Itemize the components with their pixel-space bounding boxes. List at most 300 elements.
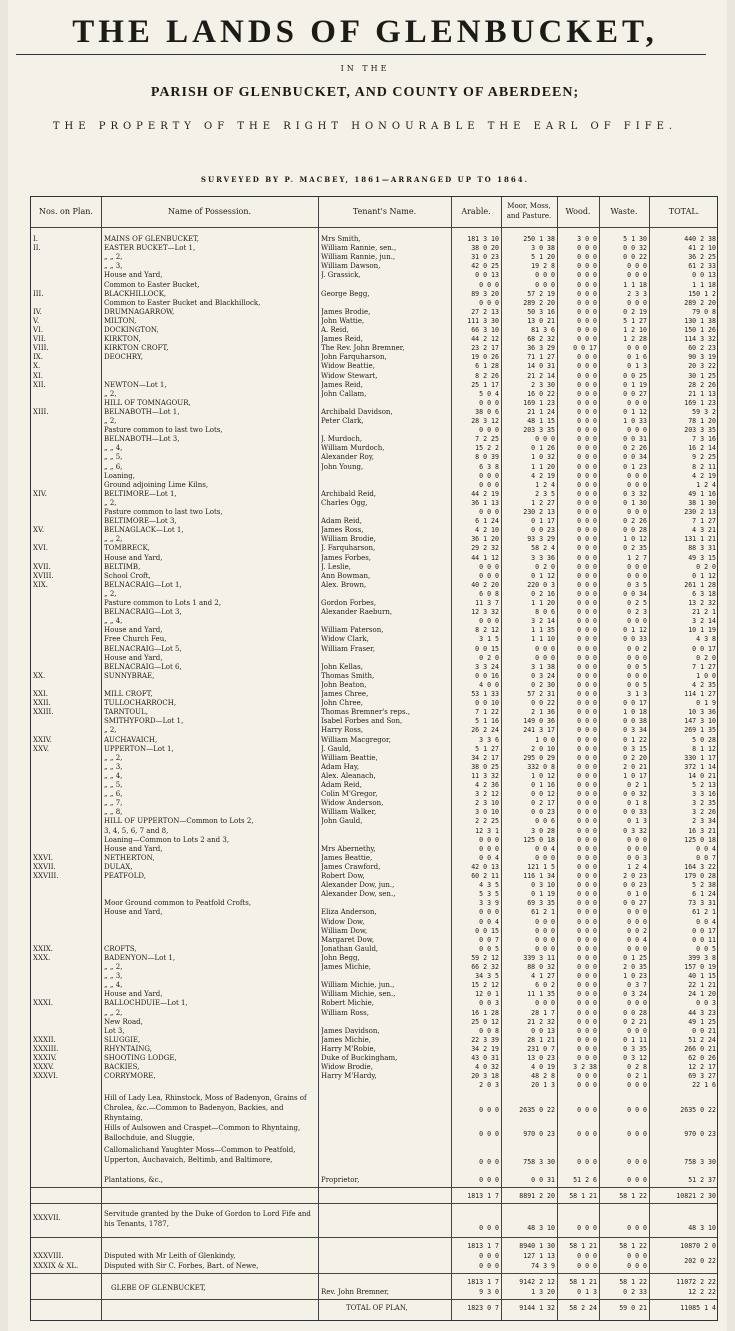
table-cell: William Dow,: [321, 926, 368, 935]
table-cell: 53 1 33: [471, 690, 499, 698]
survey-note: SURVEYED BY P. MACBEY, 1861—ARRANGED UP TO 1864.: [200, 175, 530, 184]
table-cell: 0 0 0: [577, 517, 597, 526]
table-cell: J. Leslie,: [321, 562, 351, 571]
table-cell: 231 0 7: [527, 1044, 555, 1053]
table-cell: 28 1 21: [527, 1035, 555, 1044]
table-cell: 125 0 18: [523, 835, 555, 844]
disputed-value: 74 3 9: [531, 1262, 555, 1271]
table-cell: 1 0 12: [531, 771, 555, 780]
table-cell: 0 1 6: [627, 353, 647, 362]
header-possession: Name of Possession.: [167, 207, 252, 216]
table-cell: 114 1 27: [684, 690, 716, 698]
table-cell: 57 2 31: [527, 690, 555, 698]
table-cell: 16 3 21: [688, 826, 716, 835]
subtotal-value: 1813 1 7: [467, 1192, 499, 1201]
table-cell: Free Church Feu,: [104, 635, 167, 644]
table-cell: Alexander Raeburn,: [321, 608, 393, 617]
table-cell: 2 0 23: [623, 872, 647, 880]
table-cell: BELTIMB,: [104, 562, 141, 571]
table-cell: 0 0 0: [535, 926, 555, 935]
table-cell: 0 0 0: [577, 398, 597, 407]
table-cell: 3 0 38: [531, 244, 555, 253]
common-ground-value: 758 3 30: [523, 1158, 555, 1167]
disputed-value: 0 0 0: [577, 1252, 597, 1261]
glebe-value: 0 1 3: [577, 1288, 597, 1297]
table-cell: 59 3 2: [692, 407, 716, 416]
table-cell: 14 0 31: [527, 362, 555, 371]
common-ground-value: 0 0 0: [627, 1130, 647, 1139]
table-cell: 48 2 8: [531, 1072, 555, 1081]
table-cell: 2 3 34: [692, 817, 716, 826]
table-cell: KIRKTON,: [104, 335, 141, 344]
table-cell: 44 1 12: [471, 553, 499, 562]
table-cell: 3 3 9: [479, 899, 499, 908]
table-cell: 0 0 0: [577, 580, 597, 589]
disputed-total: 202 0 22: [684, 1257, 716, 1266]
table-cell: XXX.: [33, 953, 51, 962]
table-cell: 6 3 18: [692, 589, 716, 598]
table-cell: 1 1 20: [531, 462, 555, 471]
table-cell: „ 2,: [104, 589, 117, 598]
table-cell: 2 0 10: [531, 744, 555, 753]
table-cell: 0 0 0: [479, 298, 499, 307]
table-cell: „ 2,: [104, 498, 117, 507]
table-cell: 0 0 0: [535, 653, 555, 662]
table-cell: 289 2 20: [684, 298, 716, 307]
table-cell: TARNTOUL,: [104, 708, 148, 717]
table-cell: Alex. Brown,: [321, 580, 367, 589]
common-ground-value: 970 0 23: [684, 1130, 716, 1139]
table-cell: 0 0 2: [627, 644, 647, 653]
table-cell: Jonathan Gauld,: [321, 944, 379, 953]
table-cell: „ „ 4,: [104, 444, 123, 453]
table-cell: XXVII.: [33, 862, 56, 871]
glebe-label: GLEBE OF GLENBUCKET,: [111, 1284, 206, 1293]
total-of-plan-value: 11085 1 4: [680, 1304, 716, 1313]
table-cell: 269 1 35: [684, 726, 716, 735]
table-cell: 42 0 13: [471, 862, 499, 871]
table-cell: 0 0 0: [577, 335, 597, 344]
table-cell: 125 0 18: [684, 835, 716, 844]
table-cell: 5 1 16: [475, 717, 499, 726]
table-cell: Widow Brodie,: [321, 1063, 374, 1072]
table-cell: 0 0 0: [577, 717, 597, 726]
table-cell: 0 0 0: [577, 799, 597, 808]
table-cell: 5 1 27: [475, 744, 499, 753]
table-cell: 0 1 25: [623, 953, 647, 962]
table-cell: 0 0 0: [577, 426, 597, 435]
table-cell: 0 0 0: [535, 435, 555, 444]
table-cell: 6 1 24: [692, 890, 716, 899]
table-cell: 0 0 4: [696, 917, 716, 926]
common-ground-value: 0 0 0: [479, 1158, 499, 1167]
table-cell: 0 0 0: [577, 417, 597, 425]
table-cell: 5 2 38: [692, 881, 716, 890]
table-cell: Adam Reid,: [321, 517, 362, 526]
table-cell: 24 1 20: [688, 990, 716, 999]
table-cell: Ann Bowman,: [321, 571, 371, 580]
table-cell: 0 0 0: [479, 908, 499, 917]
table-cell: UPPERTON—Lot 1,: [104, 744, 174, 753]
table-cell: „ „ 4,: [104, 981, 123, 990]
table-cell: XXXII.: [33, 1035, 56, 1044]
land-table: [30, 196, 718, 1321]
header-tenant: Tenant's Name.: [352, 207, 417, 216]
table-cell: 0 0 0: [577, 680, 597, 689]
table-cell: 0 0 0: [535, 944, 555, 953]
table-cell: 13 0 23: [527, 1054, 555, 1062]
table-cell: 7 2 25: [475, 435, 499, 444]
table-cell: 66 3 10: [471, 326, 499, 334]
table-cell: 0 0 32: [623, 244, 647, 253]
table-cell: 0 0 4: [479, 917, 499, 926]
table-cell: SUNNYBRAE,: [104, 671, 155, 680]
disputed-value: 0 0 0: [577, 1262, 597, 1271]
table-cell: 40 2 20: [471, 580, 499, 589]
table-cell: 81 3 6: [531, 326, 555, 334]
table-cell: 90 3 19: [688, 353, 716, 362]
table-cell: XIV.: [33, 489, 47, 498]
table-cell: 0 0 0: [577, 353, 597, 362]
table-cell: Widow Stewart,: [321, 371, 378, 380]
subtotal-value: 11072 2 22: [676, 1278, 716, 1287]
table-cell: Harry Ross,: [321, 726, 364, 735]
table-cell: 1 1 20: [531, 599, 555, 607]
table-cell: „ „ 4,: [104, 771, 123, 780]
table-cell: 0 2 16: [531, 589, 555, 598]
table-cell: 0 3 32: [623, 489, 647, 498]
disputed-value: 0 0 0: [479, 1252, 499, 1261]
table-cell: Loaning—Common to Lots 2 and 3,: [104, 835, 230, 844]
common-ground-text: Hill of Lady Lea, Rhinstock, Moss of Badenyon, Grains of Chrolea, &c.—Common to Badenyon, Backies, and Rhyntaing,: [104, 1094, 307, 1123]
table-cell: Pasture common to last two Lots,: [104, 508, 223, 516]
table-cell: 3 2 38: [573, 1063, 597, 1072]
table-cell: BELNABOTH—Lot 3,: [104, 435, 180, 444]
table-cell: 0 0 0: [577, 917, 597, 926]
table-cell: 88 0 32: [527, 963, 555, 971]
table-cell: House and Yard,: [104, 844, 163, 853]
table-cell: 4 0 19: [531, 1063, 555, 1072]
table-cell: 0 0 3: [696, 999, 716, 1008]
table-cell: 0 0 0: [627, 298, 647, 307]
table-cell: 4 2 19: [531, 471, 555, 480]
table-cell: John Chree,: [321, 699, 363, 708]
table-cell: 131 1 21: [684, 535, 716, 544]
table-cell: 25 0 12: [471, 1017, 499, 1026]
table-cell: XX.: [33, 671, 46, 680]
table-cell: 4 3 5: [479, 881, 499, 890]
table-cell: 0 0 16: [475, 671, 499, 680]
table-cell: XXII.: [33, 699, 51, 708]
table-cell: 3 1 5: [479, 635, 499, 644]
table-cell: 0 0 13: [475, 271, 499, 280]
table-cell: 89 3 20: [471, 289, 499, 298]
table-cell: Widow Dow,: [321, 917, 365, 926]
table-cell: BELNACRAIG—Lot 1,: [104, 580, 182, 589]
table-cell: 339 3 11: [523, 953, 555, 962]
table-cell: William Rannie, jun.,: [321, 253, 396, 262]
disputed-value: 0 0 0: [627, 1262, 647, 1271]
common-ground-value: 2635 0 22: [519, 1106, 555, 1115]
table-cell: 0 0 5: [696, 944, 716, 953]
table-cell: 0 1 26: [531, 444, 555, 453]
table-cell: 0 0 0: [577, 407, 597, 416]
table-cell: 0 0 22: [623, 253, 647, 262]
table-cell: Margaret Dow,: [321, 935, 375, 944]
table-cell: Moor Ground common to Peatfold Crofts,: [104, 899, 252, 908]
table-cell: Harry M'Hardy,: [321, 1072, 377, 1081]
common-ground-value: 758 3 30: [684, 1158, 716, 1167]
table-cell: VI.: [33, 326, 44, 334]
common-ground-value: 0 0 0: [577, 1158, 597, 1167]
table-cell: I.: [33, 235, 38, 243]
table-cell: 38 0 25: [471, 762, 499, 771]
common-ground-value: 0 0 0: [479, 1130, 499, 1139]
plantations-label: Plantations, &c.,: [104, 1176, 164, 1185]
table-cell: Common to Easter Bucket and Blackhillock,: [104, 298, 261, 307]
table-cell: „ „ 3,: [104, 262, 123, 271]
common-ground-value: 0 0 0: [479, 1106, 499, 1115]
table-cell: 41 2 10: [688, 244, 716, 253]
disputed-text: Disputed with Mr Leith of Glenkindy,: [104, 1252, 236, 1261]
table-cell: 5 3 5: [479, 890, 499, 899]
table-cell: Isabel Forbes and Son,: [321, 717, 403, 726]
table-cell: 0 0 3: [627, 853, 647, 862]
table-cell: 36 3 29: [527, 344, 555, 353]
table-cell: 0 0 0: [577, 526, 597, 535]
table-cell: 2 1 36: [531, 708, 555, 717]
table-cell: 3 2 14: [531, 617, 555, 626]
table-cell: 0 0 15: [475, 644, 499, 653]
table-cell: William Macgregor,: [321, 735, 391, 744]
table-cell: 0 0 0: [577, 280, 597, 289]
common-ground-value: 0 0 0: [627, 1158, 647, 1167]
table-cell: 8 2 12: [475, 626, 499, 635]
table-cell: 0 2 3: [627, 608, 647, 617]
table-cell: 2 0 35: [623, 963, 647, 971]
table-cell: William Rannie, sen.,: [321, 244, 397, 253]
table-cell: 0 0 27: [623, 899, 647, 908]
table-cell: 0 0 0: [577, 298, 597, 307]
table-cell: 261 1 28: [684, 580, 716, 589]
table-cell: BELTIMORE—Lot 1,: [104, 489, 177, 498]
total-of-plan-value: 58 2 24: [569, 1304, 597, 1313]
table-cell: 0 1 12: [531, 571, 555, 580]
table-cell: 179 0 28: [684, 872, 716, 880]
table-cell: 8 2 11: [692, 462, 716, 471]
table-cell: EASTER BUCKET—Lot 1,: [104, 244, 196, 253]
table-cell: 0 0 0: [577, 480, 597, 489]
table-cell: 2 0 21: [623, 762, 647, 771]
table-cell: VIII.: [33, 344, 49, 353]
table-cell: Widow Clark,: [321, 635, 369, 644]
table-cell: 0 0 0: [577, 599, 597, 607]
table-cell: 0 0 0: [479, 398, 499, 407]
table-cell: 0 0 0: [627, 426, 647, 435]
table-cell: 0 0 0: [627, 908, 647, 917]
table-cell: 0 0 0: [577, 1044, 597, 1053]
table-cell: Ground adjoining Lime Kilns,: [104, 480, 209, 489]
table-cell: 0 0 0: [479, 508, 499, 516]
table-cell: BELNAGLACK—Lot 1,: [104, 526, 184, 535]
table-cell: House and Yard,: [104, 271, 163, 280]
table-cell: J. Murdoch,: [321, 435, 363, 444]
table-cell: 1 2 4: [535, 480, 555, 489]
table-cell: 130 1 38: [684, 316, 716, 325]
disputed-value: 0 0 0: [479, 1262, 499, 1271]
table-cell: 0 3 10: [531, 881, 555, 890]
table-cell: 0 3 35: [623, 1044, 647, 1053]
table-cell: 0 0 0: [577, 462, 597, 471]
table-cell: 0 0 23: [531, 808, 555, 817]
table-cell: 3 3 6: [479, 735, 499, 744]
table-cell: 14 0 21: [688, 771, 716, 780]
table-cell: 0 2 21: [623, 1017, 647, 1026]
table-cell: 0 0 0: [577, 671, 597, 680]
table-cell: 0 0 5: [627, 680, 647, 689]
table-cell: Archibald Reid,: [321, 489, 377, 498]
table-cell: 0 1 8: [627, 799, 647, 808]
table-cell: James Forbes,: [321, 553, 372, 562]
table-cell: John Wattie,: [321, 316, 365, 325]
table-cell: 20 1 3: [531, 1081, 555, 1090]
table-cell: 0 0 0: [577, 981, 597, 990]
table-cell: „ „ 3,: [104, 972, 123, 981]
common-ground-text: Hills of Aulsowen and Craspet—Common to Rhyntaing, Ballochduie, and Sluggie,: [104, 1124, 301, 1143]
row-rule: [31, 1203, 717, 1204]
table-cell: BELTIMORE—Lot 3,: [104, 517, 177, 526]
table-cell: 0 2 1: [627, 1072, 647, 1081]
table-cell: James Brodie,: [321, 307, 371, 316]
table-cell: 61 2 1: [531, 908, 555, 917]
table-cell: Pasture common to Lots 1 and 2,: [104, 599, 222, 607]
table-cell: 0 0 0: [577, 781, 597, 789]
table-cell: Colin M'Gregor,: [321, 790, 378, 799]
table-cell: William Michie, sen.,: [321, 990, 396, 999]
table-cell: 0 0 17: [692, 926, 716, 935]
table-cell: 0 0 0: [627, 653, 647, 662]
header-wood: Wood.: [565, 207, 591, 216]
table-cell: 0 0 0: [627, 1081, 647, 1090]
table-cell: Widow Anderson,: [321, 799, 384, 808]
glebe-value: 9 3 0: [479, 1288, 499, 1297]
table-cell: 0 0 23: [623, 881, 647, 890]
table-cell: 295 0 29: [523, 753, 555, 762]
table-cell: BELNACRAIG—Lot 6,: [104, 662, 182, 671]
table-cell: 0 0 0: [577, 1026, 597, 1035]
table-cell: The Rev. John Bremner,: [321, 344, 405, 353]
table-cell: 0 0 0: [479, 562, 499, 571]
table-cell: 0 0 0: [577, 562, 597, 571]
table-cell: 0 0 33: [623, 635, 647, 644]
table-cell: 11 3 7: [475, 599, 499, 607]
table-cell: 0 0 0: [577, 963, 597, 971]
table-cell: 0 0 0: [577, 744, 597, 753]
table-cell: John Gauld,: [321, 817, 363, 826]
table-cell: Gordon Forbes,: [321, 599, 377, 607]
table-cell: „ 2,: [104, 417, 117, 425]
table-cell: 28 1 7: [531, 1008, 555, 1017]
table-cell: „ „ 8,: [104, 808, 123, 817]
disputed-value: 127 1 13: [523, 1252, 555, 1261]
table-cell: 0 0 28: [623, 526, 647, 535]
table-cell: 13 0 21: [527, 316, 555, 325]
table-cell: 0 0 0: [577, 690, 597, 698]
table-cell: 0 0 0: [577, 389, 597, 398]
table-cell: SMITHYFORD—Lot 1,: [104, 717, 184, 726]
table-cell: 0 0 0: [577, 617, 597, 626]
table-cell: Alexander Dow, sen.,: [321, 890, 396, 899]
plantations-value: 0 0 0: [627, 1176, 647, 1185]
table-cell: 0 0 27: [623, 389, 647, 398]
table-cell: PEATFOLD,: [104, 872, 146, 880]
table-cell: 16 1 28: [471, 1008, 499, 1017]
table-cell: XXIX.: [33, 944, 53, 953]
subtotal-value: 58 1 21: [569, 1192, 597, 1201]
table-cell: 0 0 23: [531, 526, 555, 535]
table-cell: 38 1 30: [688, 498, 716, 507]
table-cell: „ „ 2,: [104, 253, 123, 262]
table-cell: 28 3 12: [471, 417, 499, 425]
plantations-value: 0 0 0: [479, 1176, 499, 1185]
table-cell: 0 0 4: [627, 935, 647, 944]
common-ground-value: 970 0 23: [523, 1130, 555, 1139]
table-cell: 0 0 13: [531, 1026, 555, 1035]
table-cell: 2 0 3: [479, 1081, 499, 1090]
table-cell: James Michie,: [321, 1035, 372, 1044]
table-cell: 0 0 0: [577, 790, 597, 799]
table-cell: 0 1 23: [623, 462, 647, 471]
table-cell: William Ross,: [321, 1008, 369, 1017]
col-rule: [318, 197, 319, 1320]
table-cell: John Farquharson,: [321, 353, 387, 362]
table-cell: 332 0 8: [527, 762, 555, 771]
table-cell: 0 0 0: [577, 316, 597, 325]
table-cell: 0 0 34: [623, 589, 647, 598]
table-cell: 7 1 22: [475, 708, 499, 717]
plantations-value: 51 2 6: [573, 1176, 597, 1185]
table-cell: Loaning,: [104, 471, 135, 480]
table-cell: 111 3 30: [467, 316, 499, 325]
table-cell: 0 0 0: [479, 480, 499, 489]
table-cell: MILTON,: [104, 316, 137, 325]
table-cell: „ „ 2,: [104, 963, 123, 971]
table-cell: Lot 3,: [104, 1026, 125, 1035]
table-cell: 0 0 0: [627, 344, 647, 353]
table-cell: 44 2 19: [471, 489, 499, 498]
table-cell: XVIII.: [33, 571, 54, 580]
servitude-value: 0 0 0: [627, 1224, 647, 1233]
table-cell: 0 0 0: [577, 544, 597, 553]
table-cell: 0 0 0: [577, 908, 597, 917]
table-cell: 0 0 38: [623, 717, 647, 726]
table-cell: 1 1 18: [623, 280, 647, 289]
table-cell: 5 0 4: [479, 389, 499, 398]
table-cell: BLACKHILLOCK,: [104, 289, 167, 298]
table-cell: 0 1 19: [531, 890, 555, 899]
title-rule: [16, 54, 706, 55]
table-cell: 2 3 30: [531, 380, 555, 389]
table-cell: 0 1 17: [531, 517, 555, 526]
table-cell: William Walker,: [321, 808, 377, 817]
table-cell: MILL CROFT,: [104, 690, 153, 698]
table-cell: TOMBRECK,: [104, 544, 150, 553]
table-cell: 0 1 12: [692, 571, 716, 580]
table-cell: James Davidson,: [321, 1026, 380, 1035]
table-cell: Widow Beattie,: [321, 362, 375, 371]
table-cell: 0 0 0: [577, 498, 597, 507]
table-cell: 7 3 16: [692, 435, 716, 444]
